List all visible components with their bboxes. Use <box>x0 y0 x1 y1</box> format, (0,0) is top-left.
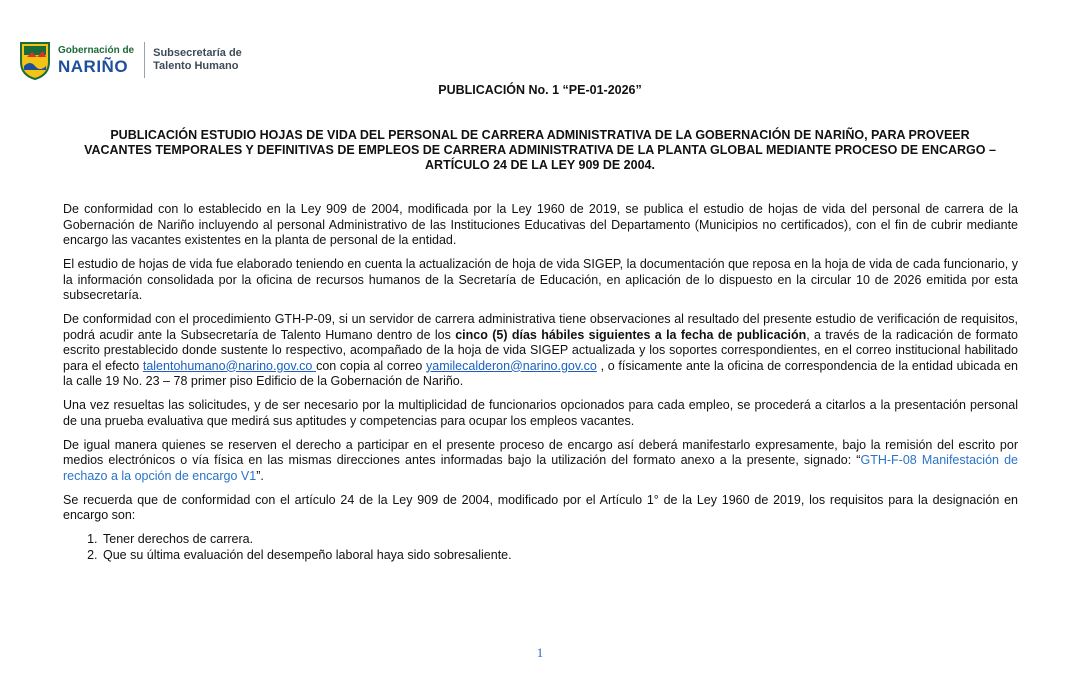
paragraph-3-text-a: De conformidad con el procedimiento GTH-P-09, si un servidor de carrera administrativa tiene observaciones al resultado del presente estudio de verificación de requisitos, podrá acudir ante la Subsecretaría de Talento Humano dentro de los <box>63 312 1018 342</box>
sub-line-2: Talento Humano <box>153 60 239 72</box>
letterhead <box>18 40 242 80</box>
sub-office-name <box>153 47 242 73</box>
requirement-item: 1. Tener derechos de carrera. <box>101 532 1018 548</box>
paragraph-1: De conformidad con lo establecido en la Ley 909 de 2004, modificada por la Ley 1960 de 2019, se publica el estudio de hojas de vida del personal de carrera de la Gobernación de Nariño incluyendo al personal Administrativo de las Instituciones Educativas del Departamento (Municipios no certificados), con el fin de cubrir mediante encargo las vacantes existentes en la planta de personal de la entidad. <box>63 202 1018 247</box>
paragraph-3 <box>63 312 1018 390</box>
header-divider <box>144 42 145 78</box>
requirements-list <box>63 532 1018 563</box>
paragraph-5 <box>63 438 1018 485</box>
paragraph-5-text-b: ”. <box>256 468 264 483</box>
requirement-item: 2. Que su última evaluación del desempeño laboral haya sido sobresaliente. <box>101 548 1018 564</box>
paragraph-3-text-b: , a través de la radicación de formato escrito prestablecido donde sustente lo respectivo, acompañado de la hoja de vida SIGEP actualizada y los soportes correspondientes, en el correo institucional habilitado para el efecto <box>63 327 1018 373</box>
paragraph-3-text-c: con copia al correo <box>316 358 426 373</box>
document-title: PUBLICACIÓN ESTUDIO HOJAS DE VIDA DEL PERSONAL DE CARRERA ADMINISTRATIVA DE LA GOBERNACIÓN DE NARIÑO, PARA PROVEER VACANTES TEMPORALES Y DEFINITIVAS DE EMPLEOS DE CARRERA ADMINISTRATIVA DE LA PLANTA GLOBAL MEDIANTE PROCESO DE ENCARGO – ARTÍCULO 24 DE LA LEY 909 DE 2004. <box>84 128 996 172</box>
sub-line-1: Subsecretaría de <box>153 47 242 59</box>
paragraph-2: El estudio de hojas de vida fue elaborado teniendo en cuenta la actualización de hoja de vida SIGEP, la documentación que reposa en la hoja de vida de cada funcionario, y la información consolidada por la oficina de recursos humanos de la Secretaría de Educación, en aplicación de lo dispuesto en la circular 10 de 2026 emitida por esta subsecretaría. <box>63 257 1018 302</box>
email-link-talento-humano[interactable]: talentohumano@narino.gov.co <box>142 358 317 373</box>
paragraph-4: Una vez resueltas las solicitudes, y de ser necesario por la multiplicidad de funcionarios opcionados para cada empleo, se procederá a citarlos a la presentación personal de una prueba evaluativa que medirá sus aptitudes y competencias para ocupar los empleos vacantes. <box>63 398 1018 428</box>
org-line-1: Gobernación de <box>58 44 135 56</box>
publication-number: PUBLICACIÓN No. 1 “PE-01-2026” <box>438 83 642 97</box>
deadline-highlight: cinco (5) días hábiles siguientes a la fecha de publicación <box>455 327 807 342</box>
paragraph-3-text-d: , o físicamente ante la oficina de correspondencia de la entidad ubicada en la calle 19 No. 23 – 78 primer piso Edificio de la Gobernación de Nariño. <box>63 358 1018 388</box>
document-body <box>63 202 1018 563</box>
form-reference: GTH-F-08 Manifestación de rechazo a la opción de encargo V1 <box>63 453 1019 483</box>
email-link-copy[interactable]: yamilecalderon@narino.gov.co <box>426 358 597 373</box>
coat-of-arms-icon <box>18 40 52 80</box>
page-number: 1 <box>536 645 544 660</box>
org-line-2: NARIÑO <box>58 56 129 76</box>
paragraph-5-text-a: De igual manera quienes se reserven el derecho a participar en el presente proceso de encargo así deberá manifestarlo expresamente, bajo la remisión del escrito por medios electrónicos o vía física en las mismas direcciones antes informadas bajo la utilización del formato anexo a la presente, signado: “ <box>63 437 1018 467</box>
paragraph-6: Se recuerda que de conformidad con el artículo 24 de la Ley 909 de 2004, modificado por el Artículo 1° de la Ley 1960 de 2019, los requisitos para la designación en encargo son: <box>63 492 1018 522</box>
organization-name <box>58 46 134 75</box>
